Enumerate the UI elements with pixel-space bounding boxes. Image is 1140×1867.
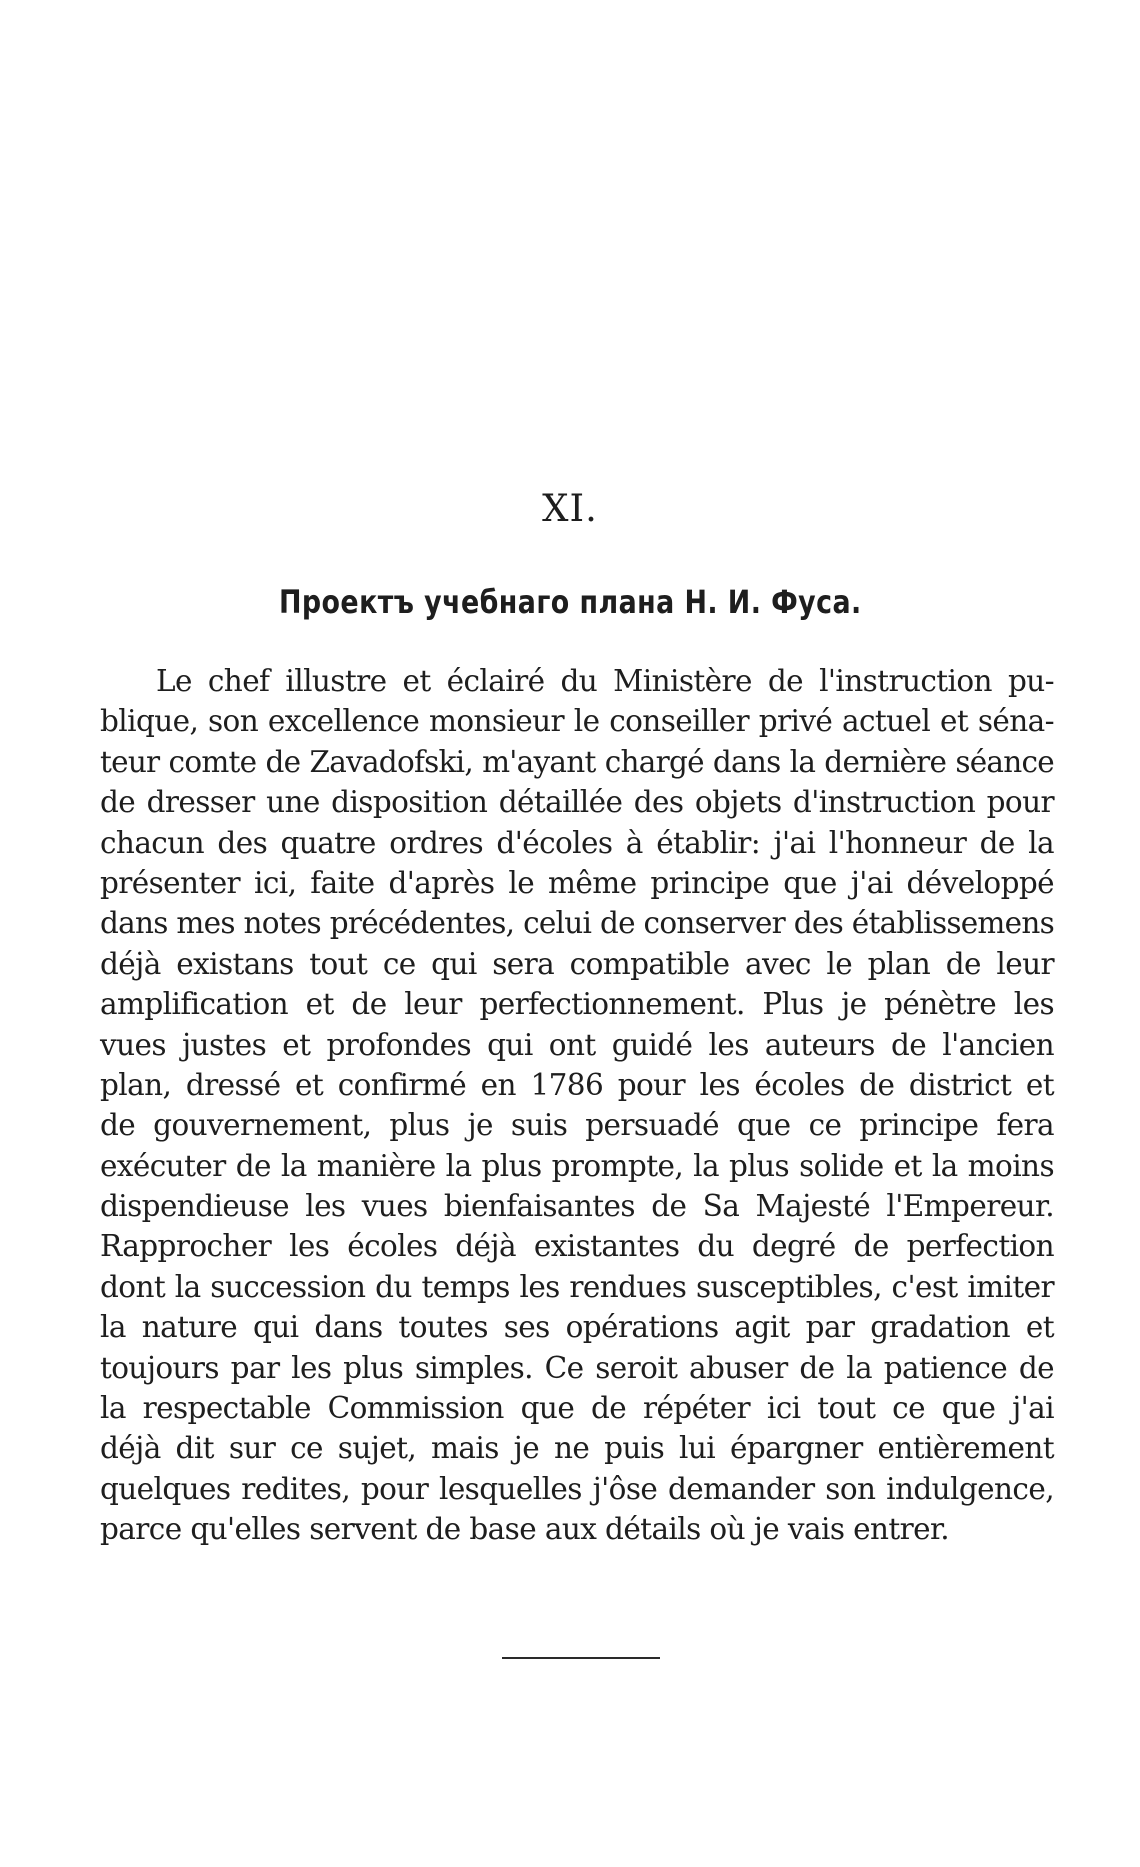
text-line: amplification et de leur perfectionnement. Plus je pénètre les [100,987,1054,1022]
text-line: blique, son excellence monsieur le conseiller privé actuel et séna- [100,704,1054,739]
chapter-title: Проектъ учебнаго плана Н. И. Фуса. [278,583,862,621]
text-line: présenter ici, faite d'après le même principe que j'ai développé [100,865,1054,900]
text-line: la respectable Commission que de répéter ici tout ce que j'ai [100,1391,1054,1426]
text-line: Rapprocher les écoles déjà existantes du degré de perfection [100,1229,1054,1264]
text-line: toujours par les plus simples. Ce seroit abuser de la patience de [100,1350,1054,1385]
text-line: vues justes et profondes qui ont guidé les auteurs de l'ancien [100,1027,1054,1062]
text-line: parce qu'elles servent de base aux détails où je vais entrer. [100,1512,950,1547]
text-line: déjà existans tout ce qui sera compatible avec le plan de leur [100,946,1054,981]
text-line: Le chef illustre et éclairé du Ministère de l'instruction pu- [156,664,1054,698]
text-line: de gouvernement, plus je suis persuadé que ce principe fera [100,1108,1054,1143]
text-line: dans mes notes précédentes, celui de conserver des établissemens [100,906,1054,941]
section-divider [502,1657,660,1659]
text-line: exécuter de la manière la plus prompte, la plus solide et la moins [100,1148,1054,1183]
text-line: chacun des quatre ordres d'écoles à établir: j'ai l'honneur de la [100,825,1054,860]
text-line: quelques redites, pour lesquelles j'ôse demander son indulgence, [100,1471,1054,1506]
text-line: la nature qui dans toutes ses opérations agit par gradation et [100,1310,1054,1345]
text-line: plan, dressé et confirmé en 1786 pour les écoles de district et [100,1067,1054,1102]
text-line: dont la succession du temps les rendues susceptibles, c'est imiter [100,1269,1054,1304]
text-line: dispendieuse les vues bienfaisantes de Sa Majesté l'Empereur. [100,1189,1054,1224]
text-line: teur comte de Zavadofski, m'ayant chargé dans la dernière séance [100,744,1054,779]
body-paragraph [100,661,1054,1550]
text-line: de dresser une disposition détaillée des objets d'instruction pour [100,785,1054,820]
chapter-number: XI. [542,487,598,530]
text-line: déjà dit sur ce sujet, mais je ne puis lui épargner entièrement [100,1431,1054,1466]
